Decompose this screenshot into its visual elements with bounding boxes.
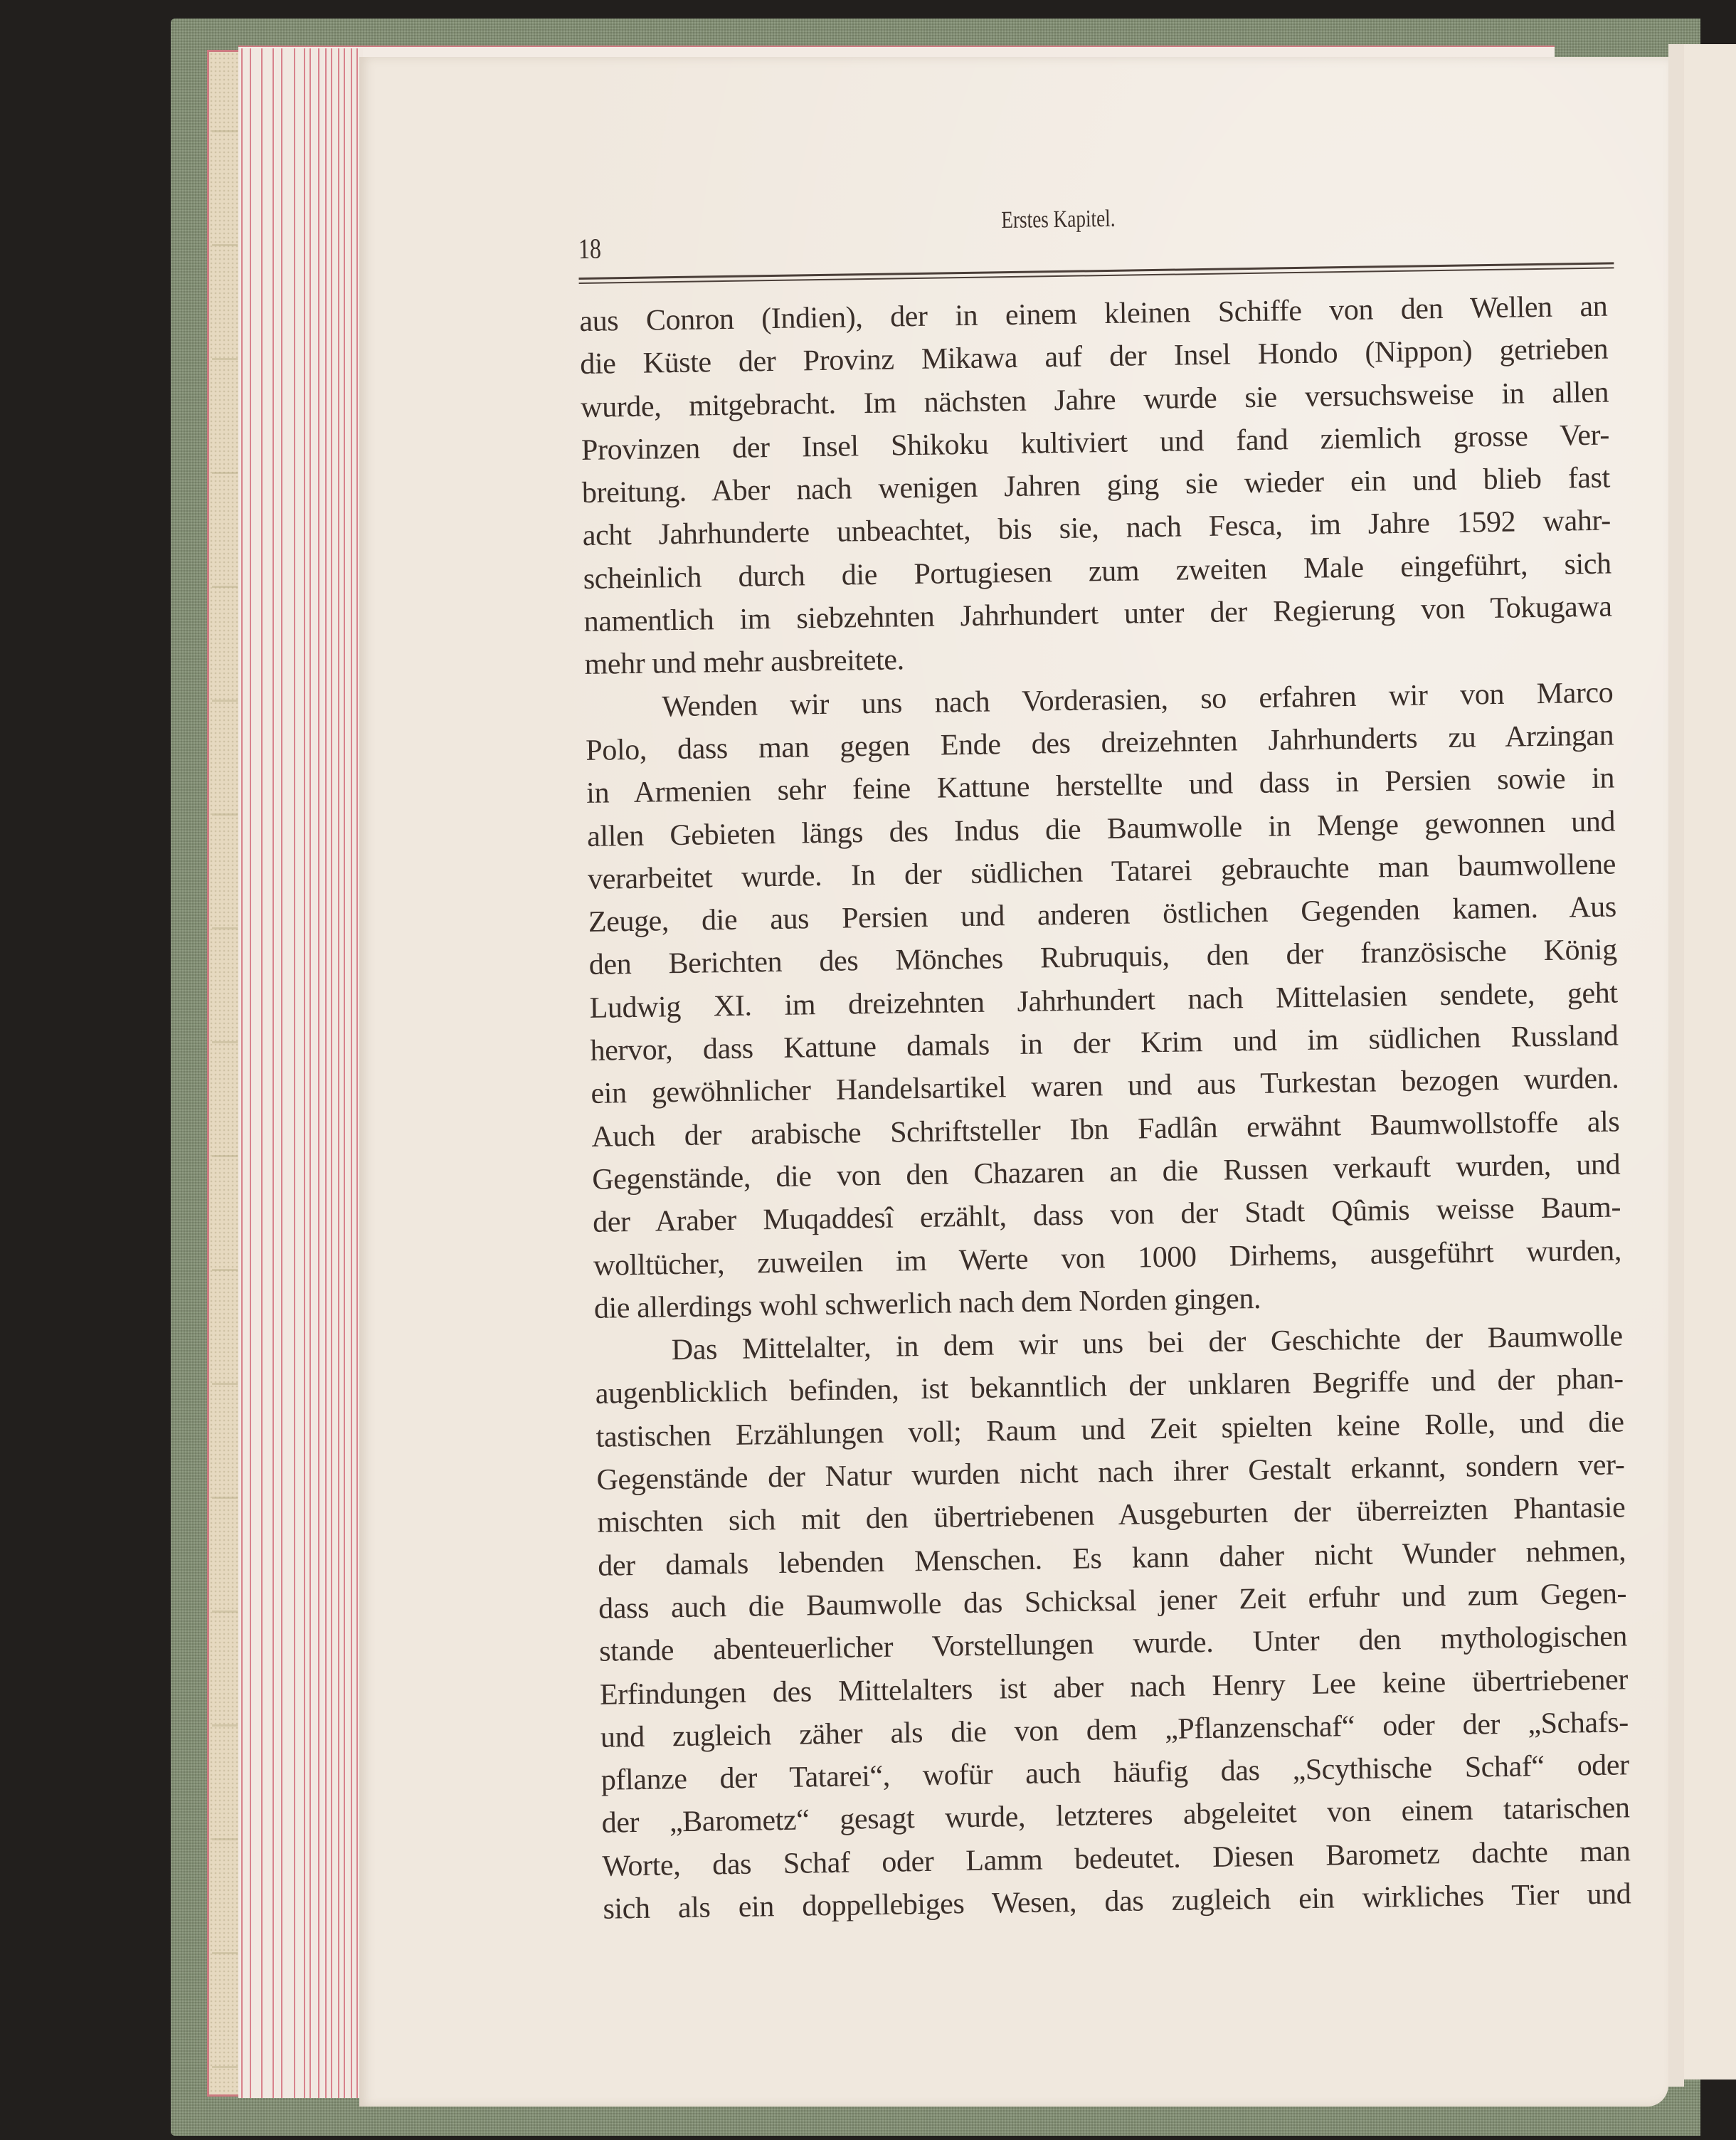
text-line: verarbeitet wurde. In der südlichen Tatarei gebrauchte man baumwollene [587, 848, 1616, 896]
text-line: augenblicklich befinden, ist bekanntlich der unklaren Begriffe und der phan- [595, 1362, 1624, 1411]
page-text-block [578, 191, 1631, 1931]
body-text [579, 285, 1631, 1931]
text-line: wurde, mitgebracht. Im nächsten Jahre wurde sie versuchsweise in allen [580, 376, 1609, 424]
text-line: allen Gebieten längs des Indus die Baumwolle in Menge gewonnen und [586, 805, 1616, 853]
header-rule [578, 262, 1614, 282]
text-line: Auch der arabische Schriftsteller Ibn Fadlân erwähnt Baumwollstoffe als [591, 1105, 1620, 1154]
text-line-paragraph-end: mehr und mehr ausbreitete. [584, 643, 904, 682]
text-line: aus Conron (Indien), der in einem kleinen Schiffe von den Wellen an [579, 290, 1608, 338]
text-line: Polo, dass man gegen Ende des dreizehnten Jahrhunderts zu Arzingan [586, 719, 1614, 767]
text-line: hervor, dass Kattune damals in der Krim und im südlichen Russland [590, 1019, 1619, 1068]
text-line: Gegenstände, die von den Chazaren an die Russen verkauft wurden, und [591, 1148, 1621, 1196]
page-number: 18 [578, 232, 602, 265]
page-gutter-fold [1668, 44, 1684, 2087]
text-line: Provinzen der Insel Shikoku kultiviert und fand ziemlich grosse Ver- [581, 418, 1610, 467]
text-line: breitung. Aber nach wenigen Jahren ging sie wieder ein und blieb fast [581, 461, 1611, 510]
text-line: mischten sich mit den übertriebenen Ausgeburten der überreizten Phantasie [597, 1491, 1626, 1540]
text-line: Gegenstände der Natur wurden nicht nach ihrer Gestalt erkannt, sondern ver- [596, 1448, 1625, 1497]
text-line: tastischen Erzählungen voll; Raum und Zeit spielten keine Rolle, und die [596, 1406, 1624, 1454]
text-line: in Armenien sehr feine Kattune herstellte und dass in Persien sowie in [586, 761, 1615, 811]
text-line: acht Jahrhunderte unbeachtet, bis sie, nach Fesca, im Jahre 1592 wahr- [582, 504, 1611, 553]
text-line: ein gewöhnlicher Handelsartikel waren und aus Turkestan bezogen wurden. [591, 1062, 1619, 1111]
text-line: namentlich im siebzehnten Jahrhundert unter der Regierung von Tokugawa [583, 590, 1612, 639]
page-stack-edges [238, 48, 363, 2098]
text-line: der damals lebenden Menschen. Es kann daher nicht Wunder nehmen, [598, 1534, 1626, 1583]
decorative-endpaper [207, 50, 240, 2097]
text-line: sich als ein doppellebiges Wesen, das zugleich ein wirkliches Tier und [603, 1877, 1631, 1926]
text-line: scheinlich durch die Portugiesen zum zweiten Male eingeführt, sich [583, 547, 1611, 596]
text-line: die Küste der Provinz Mikawa auf der Insel Hondo (Nippon) getrieben [579, 332, 1609, 381]
text-line: Ludwig XI. im dreizehnten Jahrhundert nach Mittelasien sendete, geht [589, 976, 1618, 1025]
text-line: der „Barometz“ gesagt wurde, letzteres abgeleitet von einem tatarischen [601, 1791, 1630, 1840]
text-line: Worte, das Schaf oder Lamm bedeutet. Diesen Barometz dachte man [602, 1834, 1631, 1883]
running-title: Erstes Kapitel. [1001, 205, 1116, 234]
text-line: und zugleich zäher als die von dem „Pflanzenschaf“ oder der „Schafs- [600, 1706, 1629, 1754]
text-line: Erfindungen des Mittelalters ist aber nach Henry Lee keine übertriebener [599, 1662, 1629, 1712]
text-line: wolltücher, zuweilen im Werte von 1000 Dirhems, ausgeführt wurden, [593, 1233, 1622, 1282]
text-line: dass auch die Baumwolle das Schicksal jener Zeit erfuhr und zum Gegen- [598, 1577, 1627, 1625]
text-line: pflanze der Tatarei“, wofür auch häufig das „Scythische Schaf“ oder [600, 1749, 1629, 1797]
text-line-paragraph-start: Wenden wir uns nach Vorderasien, so erfahren wir von Marco [662, 676, 1614, 723]
text-line: der Araber Muqaddesî erzählt, dass von der Stadt Qûmis weisse Baum- [592, 1191, 1621, 1240]
text-line: stande abenteuerlicher Vorstellungen wurde. Unter den mythologischen [598, 1620, 1628, 1668]
text-line-paragraph-start: Das Mittelalter, in dem wir uns bei der Geschichte der Baumwolle [671, 1319, 1624, 1367]
text-line: den Berichten des Mönches Rubruquis, den der französische König [588, 933, 1618, 982]
text-line: Zeuge, die aus Persien und anderen östlichen Gegenden kamen. Aus [588, 890, 1617, 939]
text-line-paragraph-end: die allerdings wohl schwerlich nach dem Norden gingen. [593, 1282, 1261, 1325]
